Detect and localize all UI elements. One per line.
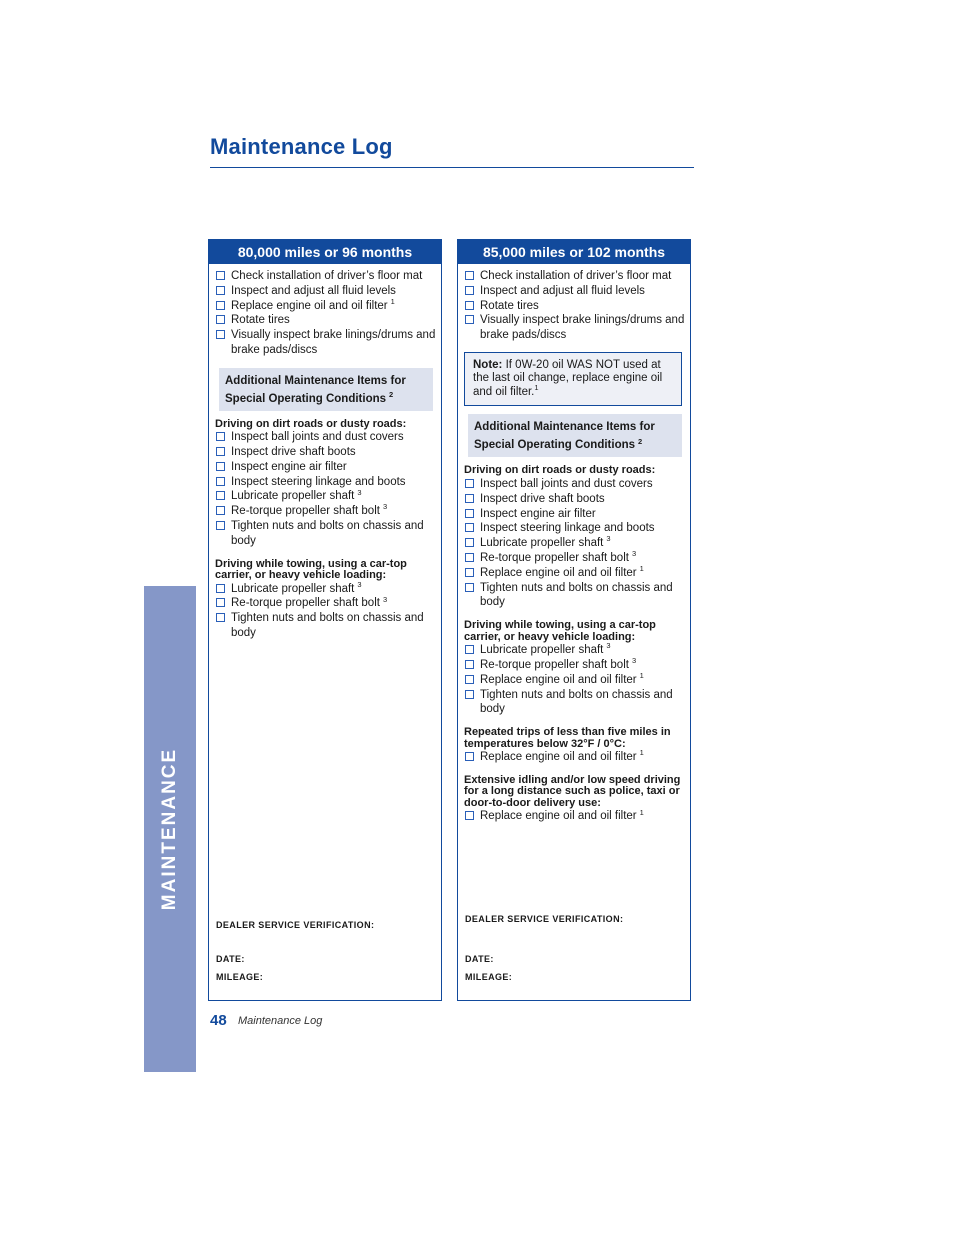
footnote-ref: 1 [639, 563, 644, 573]
checkbox[interactable] [465, 690, 474, 699]
checklist-item-text: Inspect and adjust all fluid levels [231, 284, 396, 297]
footer-section-label: Maintenance Log [238, 1015, 323, 1027]
checkbox[interactable] [216, 271, 225, 280]
checklist-item-text: Replace engine oil and oil filter [480, 810, 637, 823]
checklist-item [215, 579, 437, 597]
checklist-item [464, 521, 686, 536]
checkbox[interactable] [465, 509, 474, 518]
checkbox[interactable] [216, 506, 225, 515]
oil-note-box [464, 352, 682, 407]
checklist-item-text: Replace engine oil and oil filter [480, 673, 637, 686]
checklist-item-text: Inspect and adjust all fluid levels [480, 284, 645, 297]
checklist-item-text: Tighten nuts and bolts on chassis and body [480, 688, 673, 716]
checklist-item-text: Check installation of driver’s floor mat [231, 270, 423, 282]
interval-85000-column [457, 239, 691, 1001]
footnote-ref: 2 [638, 436, 643, 446]
date-label: DATE: [216, 954, 245, 964]
checklist-item [215, 313, 437, 328]
checklist-item [464, 477, 686, 492]
checklist-item [215, 328, 437, 358]
footnote-ref: 3 [606, 534, 611, 544]
additional-items-subtitle: Special Operating Conditions [474, 439, 636, 452]
checklist-item [215, 596, 437, 611]
checkbox[interactable] [216, 521, 225, 530]
checklist-item [215, 296, 437, 314]
checklist-item-text: Lubricate propeller shaft [231, 582, 355, 595]
checklist-item [215, 504, 437, 519]
page-number: 48 [210, 1012, 227, 1029]
checklist-item-text: Re-torque propeller shaft bolt [480, 658, 629, 671]
footnote-ref: 1 [639, 670, 644, 680]
checklist-item-text: Tighten nuts and bolts on chassis and body [231, 612, 424, 640]
sidebar-label: MAINTENANCE [159, 747, 180, 911]
checklist-item-text: Re-torque propeller shaft bolt [231, 597, 380, 610]
footnote-ref: 3 [631, 656, 637, 666]
additional-items-title: Additional Maintenance Items for [474, 421, 655, 434]
checkbox[interactable] [465, 568, 474, 577]
checklist-item [464, 507, 686, 522]
checklist-item [215, 460, 437, 475]
checkbox[interactable] [465, 479, 474, 488]
checklist-item [215, 445, 437, 460]
date-label: DATE: [465, 954, 494, 964]
checklist-item-text: Replace engine oil and oil filter [231, 299, 388, 312]
checkbox[interactable] [216, 477, 225, 486]
checklist-item [464, 269, 686, 284]
footnote-ref: 3 [382, 594, 388, 604]
checklist-item [215, 430, 437, 445]
checklist-item [464, 750, 686, 765]
checkbox[interactable] [465, 645, 474, 654]
checklist-item [215, 269, 437, 284]
condition-heading: Driving on dirt roads or dusty roads: [215, 417, 407, 430]
checkbox[interactable] [216, 462, 225, 471]
footnote-ref: 1 [639, 807, 644, 817]
dealer-verification-label: DEALER SERVICE VERIFICATION: [216, 920, 375, 930]
checkbox[interactable] [465, 811, 474, 820]
checkbox[interactable] [216, 330, 225, 339]
condition-heading: Driving while towing, using a car-top carrier, or heavy vehicle loading: [215, 557, 407, 582]
condition-heading: Repeated trips of less than five miles in temperatures below 32°F / 0°C: [464, 726, 671, 750]
checklist-item [464, 299, 686, 314]
column-header: 80,000 miles or 96 months [209, 240, 441, 264]
checklist-item [464, 581, 686, 611]
checkbox[interactable] [465, 315, 474, 324]
checklist-item-text: Inspect steering linkage and boots [480, 522, 655, 535]
checklist-item [215, 611, 437, 641]
checklist-item-text: Inspect steering linkage and boots [231, 475, 406, 488]
column-body [458, 264, 690, 824]
checklist-item [464, 551, 686, 566]
checklist-item-text: Inspect drive shaft boots [231, 446, 356, 459]
checkbox[interactable] [216, 447, 225, 456]
checklist-item-text: Inspect drive shaft boots [480, 492, 605, 505]
checklist-item [464, 536, 686, 551]
checklist-item [464, 492, 686, 507]
checkbox[interactable] [465, 752, 474, 761]
checklist-item-text: Inspect engine air filter [231, 460, 347, 473]
footnote-ref: 3 [606, 641, 611, 651]
checklist-item-text: Visually inspect brake linings/drums and brake pads/discs [480, 314, 685, 342]
checklist-item [215, 519, 437, 549]
interval-80000-column [208, 239, 442, 1001]
checkbox[interactable] [216, 286, 225, 295]
mileage-label: MILEAGE: [465, 972, 513, 982]
footnote-ref: 3 [357, 487, 362, 497]
checkbox[interactable] [465, 538, 474, 547]
checklist-item [215, 489, 437, 504]
dealer-verification-label: DEALER SERVICE VERIFICATION: [465, 914, 624, 924]
checkbox[interactable] [465, 583, 474, 592]
checkbox[interactable] [216, 584, 225, 593]
condition-heading: Extensive idling and/or low speed driving for a long distance such as police, taxi or door-to-door delivery use: [464, 773, 681, 809]
checklist-item [464, 809, 686, 824]
checklist-item [464, 688, 686, 718]
condition-heading: Driving while towing, using a car-top carrier, or heavy vehicle loading: [464, 619, 656, 643]
checklist-item-text: Re-torque propeller shaft bolt [231, 505, 380, 518]
checklist-item-text: Lubricate propeller shaft [480, 644, 604, 657]
title-divider [210, 167, 694, 168]
conditions [464, 465, 686, 824]
footnote-ref: 1 [534, 383, 539, 393]
checklist [215, 269, 437, 358]
checklist-item-text: Lubricate propeller shaft [231, 490, 355, 503]
checklist-item-text: Re-torque propeller shaft bolt [480, 551, 629, 564]
checkbox[interactable] [216, 491, 225, 500]
checklist [464, 269, 686, 343]
column-body [209, 264, 441, 641]
footnote-ref: 3 [357, 579, 362, 589]
additional-items-title: Additional Maintenance Items for [225, 374, 406, 387]
additional-items-subtitle: Special Operating Conditions [225, 392, 387, 405]
checklist-item-text: Rotate tires [480, 299, 539, 312]
note-text: If 0W-20 oil WAS NOT used at the last oil change, replace engine oil and oil filter. [473, 358, 663, 398]
checkbox[interactable] [216, 315, 225, 324]
checklist-item-text: Tighten nuts and bolts on chassis and body [231, 520, 424, 547]
section-sidebar-tab [144, 586, 196, 1072]
checklist-item-text: Rotate tires [231, 314, 290, 327]
mileage-label: MILEAGE: [216, 972, 264, 982]
checklist-item [215, 475, 437, 490]
checklist-item-text: Visually inspect brake linings/drums and brake pads/discs [231, 329, 436, 356]
checklist-item-text: Replace engine oil and oil filter [480, 566, 637, 579]
page-title: Maintenance Log [210, 134, 393, 159]
checklist-item [464, 313, 686, 343]
note-label: Note: [473, 358, 503, 371]
checklist-item-text: Replace engine oil and oil filter [480, 751, 637, 764]
checkbox[interactable] [465, 286, 474, 295]
column-header: 85,000 miles or 102 months [458, 240, 690, 264]
checklist-item [464, 670, 686, 688]
conditions [215, 419, 437, 641]
checklist-item [215, 284, 437, 299]
additional-items-box [219, 368, 433, 411]
footnote-ref: 3 [382, 502, 388, 512]
checkbox[interactable] [216, 301, 225, 310]
condition-heading: Driving on dirt roads or dusty roads: [464, 464, 656, 477]
footnote-ref: 3 [631, 549, 637, 559]
checkbox[interactable] [465, 494, 474, 503]
checkbox[interactable] [465, 523, 474, 532]
checklist-item [464, 658, 686, 673]
checkbox[interactable] [216, 432, 225, 441]
checklist-item [464, 284, 686, 299]
checkbox[interactable] [465, 660, 474, 669]
footnote-ref: 2 [389, 389, 394, 399]
footnote-ref: 1 [639, 748, 644, 758]
checkbox[interactable] [216, 598, 225, 607]
checklist-item-text: Lubricate propeller shaft [480, 537, 604, 550]
checklist-item [464, 563, 686, 581]
additional-items-box [468, 414, 682, 457]
checkbox[interactable] [216, 613, 225, 622]
checklist-item-text: Inspect ball joints and dust covers [231, 431, 404, 444]
checklist-item-text: Inspect ball joints and dust covers [480, 477, 653, 490]
checkbox[interactable] [465, 271, 474, 280]
checkbox[interactable] [465, 675, 474, 684]
checklist-item-text: Tighten nuts and bolts on chassis and body [480, 581, 673, 609]
footnote-ref: 1 [390, 296, 395, 306]
checklist-item-text: Inspect engine air filter [480, 507, 596, 520]
checklist-item [464, 643, 686, 658]
checkbox[interactable] [465, 553, 474, 562]
checklist-item-text: Check installation of driver’s floor mat [480, 270, 672, 282]
checkbox[interactable] [465, 301, 474, 310]
